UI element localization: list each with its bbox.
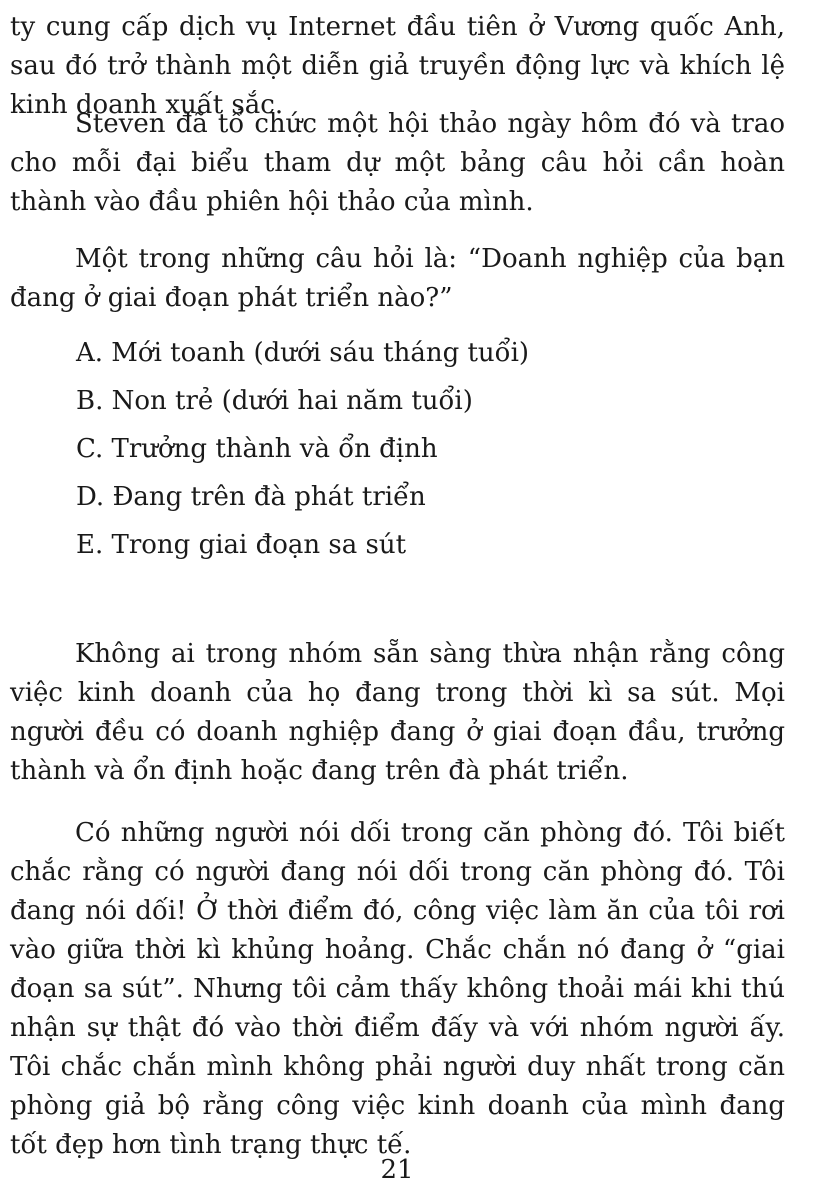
paragraph-lying: Có những người nói dối trong căn phòng đó. Tôi biết chắc rằng có người đang nói dối trong căn phòng đó. Tôi đang nói dối! Ở thời điểm đó, công việc làm ăn của tôi rơi vào giữa thời kì khủng hoảng. Chắc chắn nó đang ở “giai đoạn sa sút”. Nhưng tôi cảm thấy không thoải mái khi thú nhận sự thật đó vào thời điểm đấy và với nhóm người ấy. Tôi chắc chắn mình không phải người duy nhất trong căn phòng giả bộ rằng công việc kinh doanh của mình đang tốt đẹp hơn tình trạng thực tế. bbox=[10, 818, 785, 1160]
paragraph-nobody-admits: Không ai trong nhóm sẵn sàng thừa nhận rằng công việc kinh doanh của họ đang trong thời kì sa sút. Mọi người đều có doanh nghiệp đang ở giai đoạn đầu, trưởng thành và ổn định hoặc đang trên đà phát triển. bbox=[10, 639, 785, 786]
paragraph-workshop: Steven đã tổ chức một hội thảo ngày hôm đó và trao cho mỗi đại biểu tham dự một bảng câu hỏi cần hoàn thành vào đầu phiên hội thảo của mình. bbox=[10, 109, 785, 217]
answer-option-e: E. Trong giai đoạn sa sút bbox=[76, 530, 407, 560]
answer-option-a: A. Mới toanh (dưới sáu tháng tuổi) bbox=[76, 338, 530, 368]
paragraph-continuation: ty cung cấp dịch vụ Internet đầu tiên ở Vương quốc Anh, sau đó trở thành một diễn giả truyền động lực và khích lệ kinh doanh xuất sắc. bbox=[10, 12, 785, 120]
answer-option-c: C. Trưởng thành và ổn định bbox=[76, 434, 438, 464]
paragraph-question: Một trong những câu hỏi là: “Doanh nghiệp của bạn đang ở giai đoạn phát triển nào?” bbox=[10, 244, 785, 313]
page-number: 21 bbox=[380, 1155, 414, 1185]
answer-option-b: B. Non trẻ (dưới hai năm tuổi) bbox=[76, 386, 473, 416]
answer-option-d: D. Đang trên đà phát triển bbox=[76, 482, 426, 512]
